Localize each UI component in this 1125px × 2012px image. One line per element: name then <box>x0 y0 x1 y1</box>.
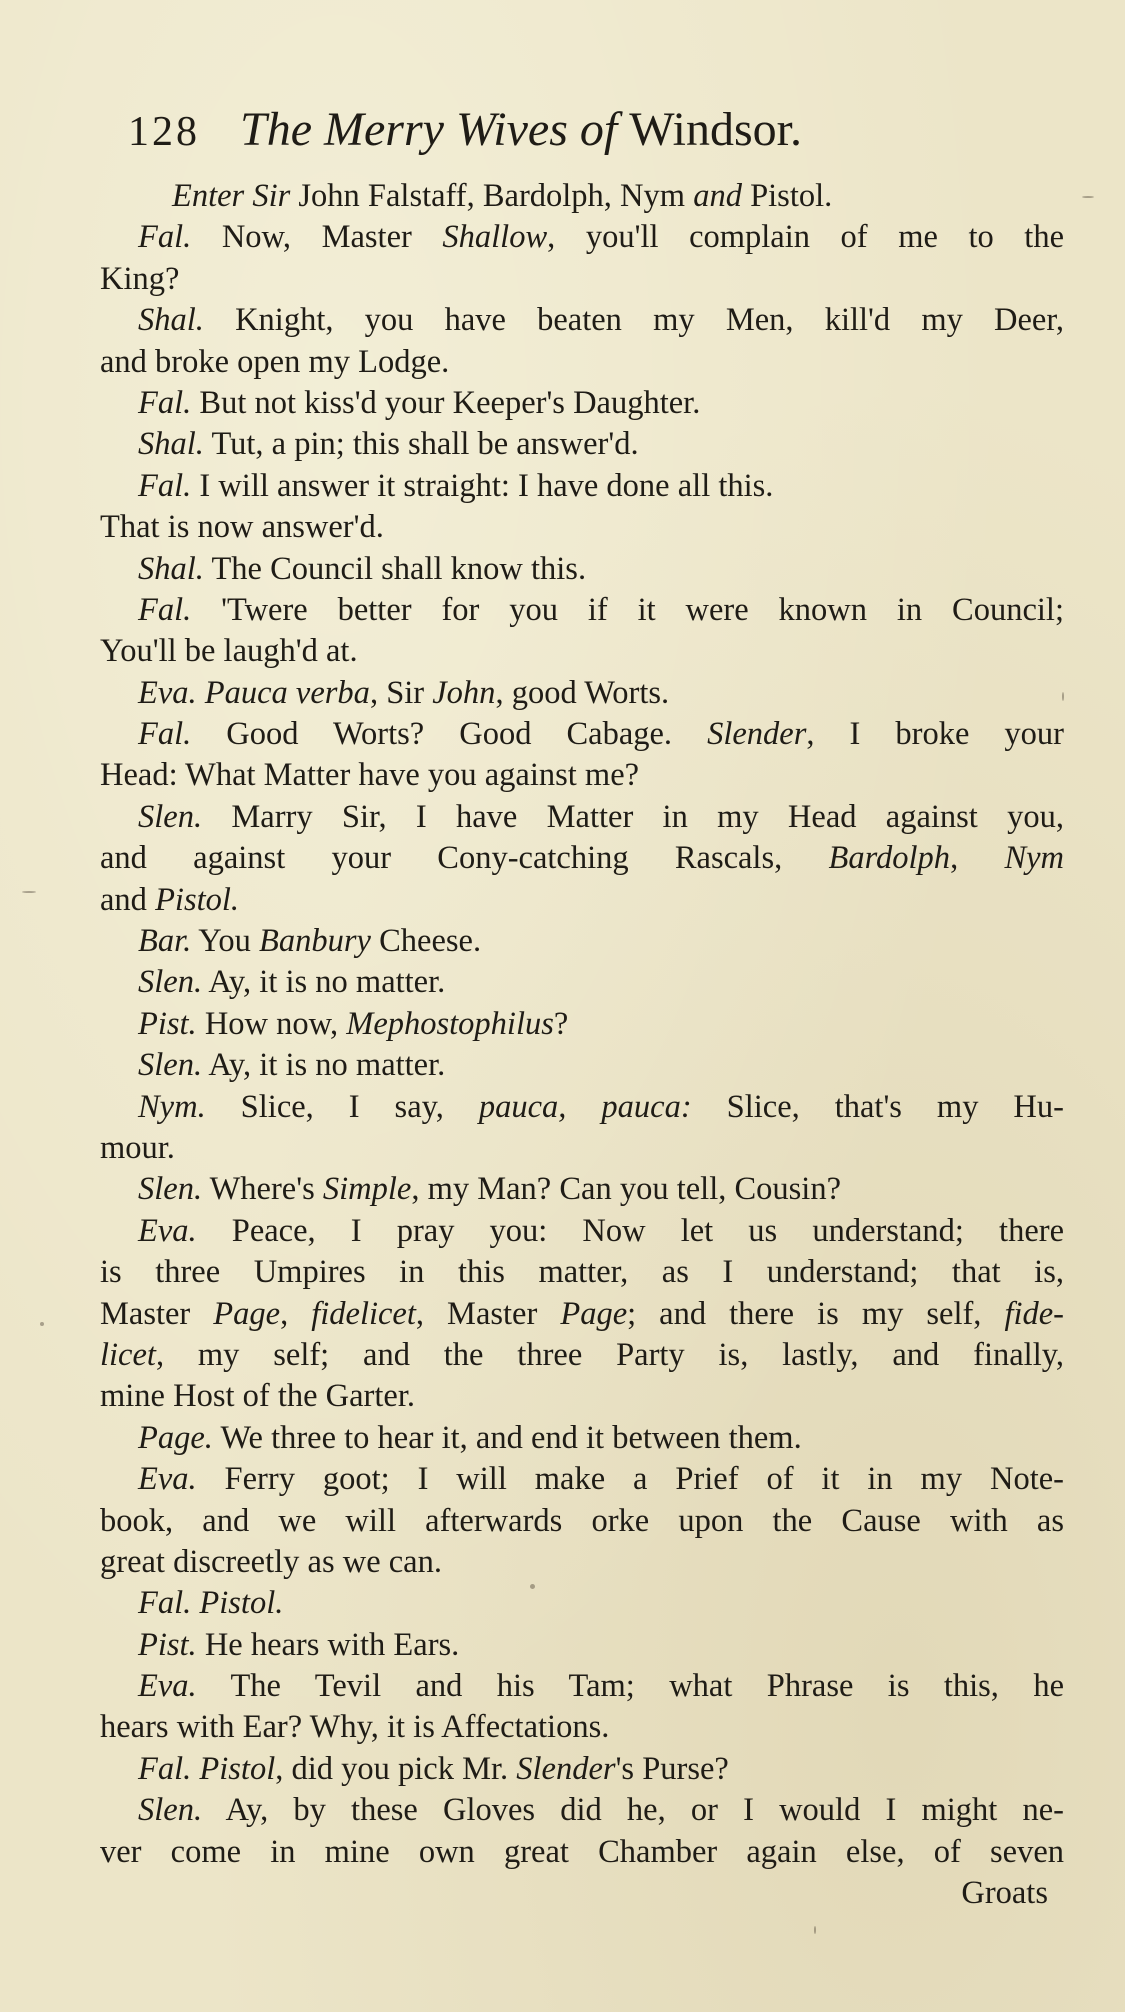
text-fragment: Ay, it is no matter. <box>202 1047 446 1084</box>
speaker-name: Slen. <box>138 1047 203 1084</box>
text-fragment: Peace, I pray you: Now let us understand; there <box>196 1212 1064 1249</box>
text-fragment: book, and we will afterwards orke upon the Cause with as <box>100 1502 1064 1539</box>
text-fragment: 's Purse? <box>615 1750 729 1787</box>
speech-line <box>100 962 1064 1003</box>
title-word-merry: Merry <box>324 103 444 156</box>
text-fragment: I will answer it straight: I have done all this. <box>191 467 774 504</box>
speaker-name: Slen. <box>138 798 203 835</box>
text-fragment: ? <box>553 1005 569 1042</box>
speaker-name: Fal. <box>138 591 192 628</box>
text-fragment: King? <box>100 260 180 297</box>
text-fragment: Shallow <box>442 219 548 256</box>
speech-line <box>100 342 1064 383</box>
text-fragment: ; and there is my self, <box>627 1295 1005 1332</box>
speaker-name: Fal. <box>138 219 192 256</box>
text-fragment: , <box>950 840 1005 877</box>
text-fragment: , you'll complain of me to the <box>547 219 1064 256</box>
title-word-windsor: Windsor. <box>629 103 802 156</box>
text-fragment: , good Worts. <box>495 674 670 711</box>
speaker-name: Shal. <box>138 426 204 463</box>
speech-line <box>100 673 1064 714</box>
text-fragment: Bardolph <box>828 840 951 877</box>
speaker-name: Fal. <box>138 384 192 421</box>
text-fragment: He hears with Ears. <box>196 1626 460 1663</box>
text-fragment: 'Twere better for you if it were known in Council; <box>191 591 1064 628</box>
text-fragment: fide- <box>1004 1295 1064 1332</box>
text-fragment: and <box>693 178 742 214</box>
text-fragment: Knight, you have beaten my Men, kill'd my Deer, <box>203 302 1064 339</box>
speaker-name: Pist. <box>138 1005 197 1042</box>
text-fragment: Head: What Matter have you against me? <box>100 757 640 794</box>
text-fragment: That is now answer'd. <box>100 509 384 546</box>
catchword <box>100 1873 1064 1914</box>
text-fragment: Slender <box>516 1750 616 1787</box>
text-fragment: , my Man? Can you tell, Cousin? <box>411 1171 842 1208</box>
text-fragment: We three to hear it, and end it between them. <box>212 1419 802 1456</box>
speech-line <box>100 1169 1064 1210</box>
running-head <box>128 102 802 166</box>
speaker-name: Shal. <box>138 302 204 339</box>
text-fragment: , did you pick Mr. <box>275 1750 517 1787</box>
speech-line <box>100 1625 1064 1666</box>
speaker-name: Slen. <box>138 1171 203 1208</box>
speech-line <box>100 1004 1064 1045</box>
speech-line <box>100 1087 1064 1128</box>
text-fragment: ver come in mine own great Chamber again else, of seven <box>100 1833 1064 1870</box>
speech-line <box>100 259 1064 300</box>
text-fragment: Nym <box>1004 840 1064 877</box>
text-fragment: and broke open my Lodge. <box>100 343 450 380</box>
speech-line <box>100 714 1064 755</box>
text-fragment: Pauca verba <box>204 674 370 711</box>
speaker-name: Fal. <box>138 467 192 504</box>
speaker-name: Eva. <box>138 1212 197 1249</box>
speech-line <box>100 1707 1064 1748</box>
text-fragment: Marry Sir, I have Matter in my Head against you, <box>202 798 1064 835</box>
text-fragment: Simple <box>322 1171 412 1208</box>
speech-line <box>100 424 1064 465</box>
speaker-name: Shal. <box>138 550 204 587</box>
speech-line <box>100 383 1064 424</box>
speaker-name: Fal. <box>138 716 192 753</box>
paper-speck <box>22 891 36 893</box>
speaker-name: Slen. <box>138 964 203 1001</box>
text-fragment: The Tevil and his Tam; what Phrase is this, he <box>196 1668 1064 1705</box>
title-word-the: The <box>240 103 312 156</box>
speech-line <box>100 880 1064 921</box>
speech-line <box>100 755 1064 796</box>
text-fragment: Pistol <box>199 1750 276 1787</box>
text-fragment: Cheese. <box>370 923 482 960</box>
text-fragment: You <box>191 923 260 960</box>
speech-line <box>100 1790 1064 1831</box>
speech-line <box>100 921 1064 962</box>
speaker-name: Fal. Pistol. <box>138 1585 284 1622</box>
speech-line <box>100 1666 1064 1707</box>
text-fragment: Page <box>560 1295 628 1332</box>
text-fragment <box>197 675 205 711</box>
text-fragment: , Master <box>415 1295 561 1332</box>
speaker-name: Page. <box>138 1419 213 1456</box>
running-title <box>240 102 802 157</box>
speech-line <box>100 590 1064 631</box>
speech-line <box>100 1335 1064 1376</box>
text-fragment: Master <box>100 1295 214 1332</box>
text-fragment: Ay, it is no matter. <box>202 964 446 1001</box>
speech-line <box>100 549 1064 590</box>
stage-direction-line <box>100 176 1064 217</box>
text-fragment: Pistol. <box>741 178 833 214</box>
text-fragment: Ay, by these Gloves did he, or I would I might ne- <box>202 1792 1064 1829</box>
speaker-name: Eva. <box>138 1668 197 1705</box>
speaker-name: Nym. <box>138 1088 206 1125</box>
text-fragment: mine Host of the Garter. <box>100 1378 415 1415</box>
text-fragment: John <box>432 674 496 711</box>
text-fragment: Mephostophilus <box>346 1005 554 1042</box>
text-fragment: fidelicet <box>311 1295 416 1332</box>
text-fragment: pauca, pauca: <box>478 1088 692 1125</box>
speech-line <box>100 838 1064 879</box>
text-fragment: and <box>100 881 156 918</box>
paper-speck <box>40 1322 44 1326</box>
text-fragment: Good Worts? Good Cabage. <box>191 716 708 753</box>
text-fragment: Slice, I say, <box>205 1088 479 1125</box>
speech-line <box>100 1418 1064 1459</box>
speech-line <box>100 466 1064 507</box>
speaker-name: Eva. <box>138 674 197 711</box>
speaker-name: Slen. <box>138 1792 203 1829</box>
title-word-of: of <box>579 103 618 156</box>
text-fragment: , Sir <box>369 674 433 711</box>
text-fragment: How now, <box>196 1005 347 1042</box>
paper-speck <box>1062 692 1064 701</box>
text-fragment: , <box>280 1295 312 1332</box>
text-fragment: Pistol. <box>155 881 240 918</box>
speech-line <box>100 1376 1064 1417</box>
text-fragment: Enter Sir <box>172 178 291 214</box>
text-fragment: is three Umpires in this matter, as I understand; that is, <box>100 1254 1064 1291</box>
speech-line <box>100 1749 1064 1790</box>
speech-line <box>100 1583 1064 1624</box>
paper-speck <box>530 1584 535 1589</box>
text-fragment: Banbury <box>259 923 371 960</box>
text-fragment: Page <box>213 1295 281 1332</box>
text-fragment: licet <box>100 1336 156 1373</box>
speech-line <box>100 1294 1064 1335</box>
text-fragment: Slender <box>707 716 807 753</box>
paper-speck <box>1082 196 1094 198</box>
catchword-text: Groats <box>961 1875 1048 1912</box>
text-fragment: Tut, a pin; this shall be answer'd. <box>203 426 639 463</box>
speech-line <box>100 1128 1064 1169</box>
text-fragment: and against your Cony-catching Rascals, <box>100 840 829 877</box>
text-fragment: Where's <box>202 1171 323 1208</box>
speech-line <box>100 797 1064 838</box>
text-fragment: But not kiss'd your Keeper's Daughter. <box>191 384 701 421</box>
speech-line <box>100 631 1064 672</box>
text-fragment: , my self; and the three Party is, lastly, and finally, <box>155 1336 1064 1373</box>
speech-line <box>100 1501 1064 1542</box>
speaker-name: Fal. <box>138 1750 192 1787</box>
speech-line <box>100 1542 1064 1583</box>
text-fragment: Ferry goot; I will make a Prief of it in my Note- <box>196 1461 1064 1498</box>
speech-line <box>100 217 1064 258</box>
speech-line <box>100 1045 1064 1086</box>
text-fragment: , I broke your <box>806 716 1064 753</box>
speech-line <box>100 300 1064 341</box>
speech-line <box>100 1211 1064 1252</box>
text-fragment: great discreetly as we can. <box>100 1543 442 1580</box>
play-text <box>100 176 1064 1914</box>
text-fragment: You'll be laugh'd at. <box>100 633 358 670</box>
speech-line <box>100 1459 1064 1500</box>
speaker-name: Eva. <box>138 1461 197 1498</box>
text-fragment: John Falstaff, Bardolph, Nym <box>290 178 694 214</box>
text-fragment: The Council shall know this. <box>203 550 587 587</box>
speaker-name: Bar. <box>138 923 192 960</box>
speaker-name: Pist. <box>138 1626 197 1663</box>
page-number: 128 <box>128 109 200 155</box>
speech-line <box>100 1252 1064 1293</box>
paper-speck <box>814 1926 816 1934</box>
text-fragment: hears with Ear? Why, it is Affectations. <box>100 1709 610 1746</box>
text-fragment: Slice, that's my Hu- <box>691 1088 1064 1125</box>
text-fragment: mour. <box>100 1129 175 1166</box>
text-fragment: Now, Master <box>191 219 443 256</box>
speech-line <box>100 507 1064 548</box>
title-word-wives: Wives <box>455 103 568 156</box>
speech-line <box>100 1832 1064 1873</box>
